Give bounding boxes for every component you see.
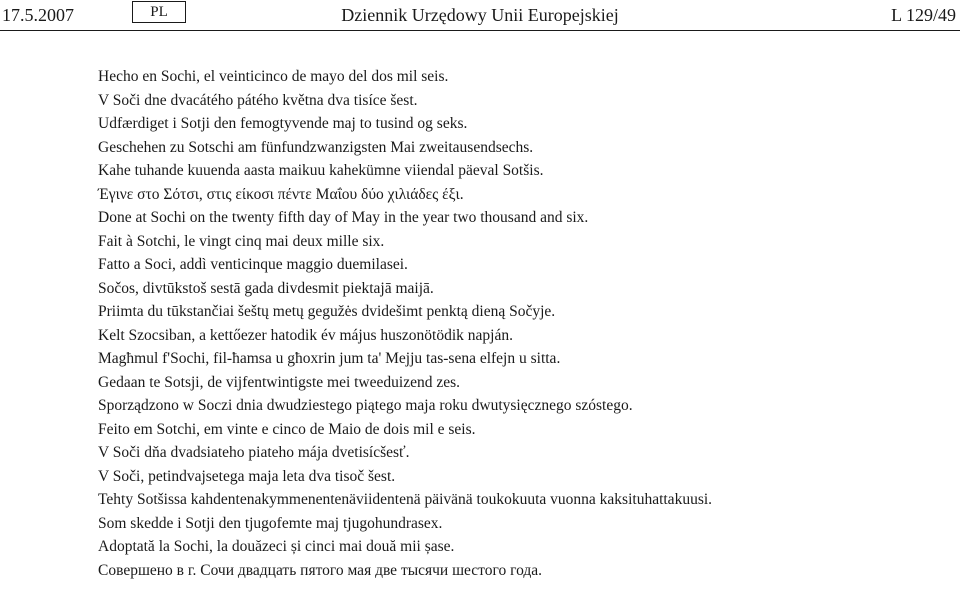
signature-line-el: Έγινε στο Σότσι, στις είκοσι πέντε Μαΐου δύο χιλιάδες έξι. (98, 185, 464, 203)
signature-line-hu: Kelt Szocsiban, a kettőezer hatodik év május huszonötödik napján. (98, 326, 513, 344)
signature-line-pl: Sporządzono w Soczi dnia dwudziestego piątego maja roku dwutysięcznego szóstego. (98, 397, 633, 414)
page-reference: L 129/49 (891, 5, 956, 25)
signature-line-da: Udfærdiget i Sotji den femogtyvende maj to tusind og seks. (98, 115, 468, 132)
header-rule (0, 30, 960, 31)
signature-line-sk: V Soči dňa dvadsiateho piateho mája dvetisícšesť. (98, 444, 410, 461)
signature-clause-list (98, 65, 948, 582)
signature-line-en: Done at Sochi on the twenty fifth day of May in the year two thousand and six. (98, 209, 589, 226)
signature-line-fr: Fait à Sotchi, le vingt cinq mai deux mille six. (98, 232, 385, 250)
journal-title: Dziennik Urzędowy Unii Europejskiej (341, 5, 619, 25)
signature-line-cs: V Soči dne dvacátého pátého května dva tisíce šest. (98, 91, 418, 109)
signature-line-fi: Tehty Sotšissa kahdentenakymmenentenäviidentenä päivänä toukokuuta vuonna kaksituhattakuusi. (98, 491, 713, 508)
signature-line-et: Kahe tuhande kuuenda aasta maikuu kahekümne viiendal päeval Sotšis. (98, 162, 544, 179)
language-badge: PL (132, 1, 186, 23)
publication-date: 17.5.2007 (2, 5, 74, 25)
signature-line-sl: V Soči, petindvajsetega maja leta dva tisoč šest. (98, 467, 396, 485)
signature-line-ru: Совершено в г. Сочи двадцать пятого мая две тысячи шестого года. (98, 561, 543, 579)
signature-line-sv: Som skedde i Sotji den tjugofemte maj tjugohundrasex. (98, 514, 443, 532)
signature-line-lv: Sočos, divtūkstoš sestā gada divdesmit piektajā maijā. (98, 279, 434, 297)
signature-line-es: Hecho en Sochi, el veinticinco de mayo del dos mil seis. (98, 68, 449, 85)
signature-line-de: Geschehen zu Sotschi am fünfundzwanzigsten Mai zweitausendsechs. (98, 138, 534, 156)
signature-line-pt: Feito em Sotchi, em vinte e cinco de Maio de dois mil e seis. (98, 420, 476, 438)
journal-header (0, 0, 960, 34)
signature-line-it: Fatto a Soci, addì venticinque maggio duemilasei. (98, 256, 408, 273)
signature-line-mt: Magħmul f'Sochi, fil-ħamsa u għoxrin jum ta' Mejju tas-sena elfejn u sitta. (98, 350, 561, 367)
signature-line-nl: Gedaan te Sotsji, de vijfentwintigste mei tweeduizend zes. (98, 373, 460, 391)
signature-line-ro: Adoptată la Sochi, la douăzeci și cinci mai două mii șase. (98, 538, 455, 555)
signature-line-lt: Priimta du tūkstančiai šeštų metų gegužės dvidešimt penktą dieną Sočyje. (98, 303, 556, 320)
